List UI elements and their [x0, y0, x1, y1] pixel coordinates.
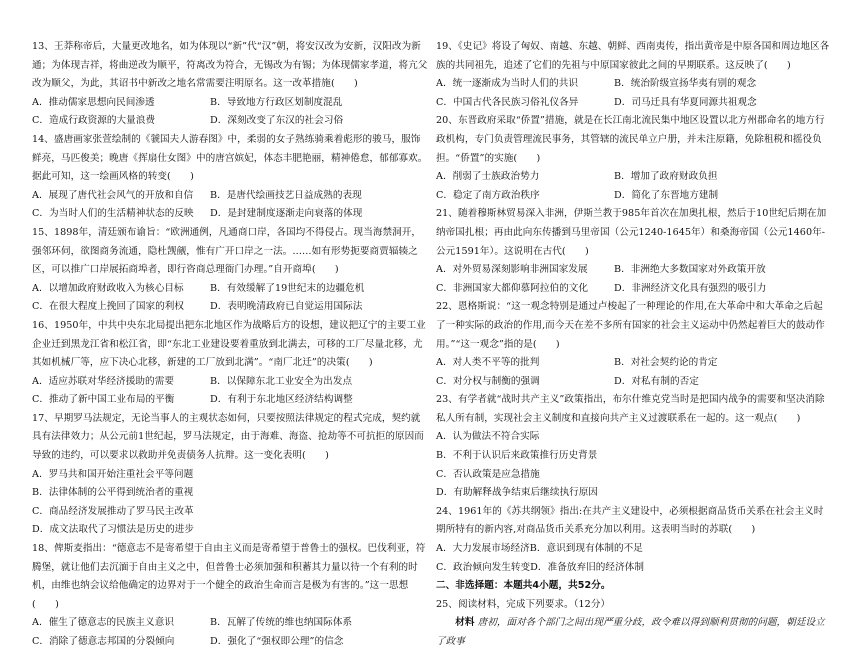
section-title: 二、非选择题：本题共4小题，共52分。 — [436, 580, 611, 592]
answer-options — [32, 373, 430, 410]
answer-option: D．强化了“强权即公理”的信念 — [210, 636, 344, 647]
answer-option: C．对分权与制衡的强调 — [436, 375, 540, 387]
answer-option: B．非洲绝大多数国家对外政策开放 — [614, 264, 766, 276]
answer-options — [436, 428, 832, 502]
answer-options — [436, 354, 832, 391]
answer-options — [436, 261, 832, 298]
question-stem: 21、随着穆斯林贸易深入非洲，伊斯兰教于985年首次在加奥扎根，然后于10世纪后期在加纳帝国扎根；再由此向东传播到马里帝国（公元1240-1645年）和桑海帝国（公元1460年-公元1591年）。这说明在古代( ) — [436, 208, 827, 257]
answer-option: B．对社会契约论的肯定 — [614, 357, 718, 369]
question-stem: 20、东晋政府采取“侨置”措施，就是在长江南北流民集中地区设置以北方州郡命名的地方行政机构，专门负责管理流民事务，其管辖的流民单立户册，并未注原籍，免除租税和摇役负担。“侨置”的实施( ) — [436, 115, 825, 164]
question — [32, 540, 430, 652]
answer-option: D．有助解释战争结束后继续执行原因 — [436, 487, 599, 499]
left-column — [32, 38, 430, 652]
answer-option: A．对人类不平等的批判 — [436, 357, 540, 369]
answer-option: A．罗马共和国开始注重社会平等问题 — [32, 468, 194, 480]
question-stem: 16、1950年，中共中央东北局提出把东北地区作为战略后方的设想，建议把辽宁的主要工业企业迁到黑龙江省和松江省，即“东北工业建设要着重放到北满去，可移的工厂尽量北移，尤其如机械厂等，应下决心北移，新建的工厂放到北满”。“南厂北迁”的决策( ) — [32, 319, 426, 369]
answer-option: C．非洲国家大都仰慕阿拉伯的文化 — [436, 282, 589, 294]
answer-option: B．有效缓解了19世纪末的边疆危机 — [210, 282, 365, 294]
answer-option: B．增加了政府财政负担 — [614, 171, 718, 183]
answer-option: D．是封建制度逐渐走向衰落的体现 — [210, 208, 363, 220]
answer-option: B．法律体制的公平得到统治者的重视 — [32, 487, 194, 499]
answer-option: B．以保障东北工业安全为出发点 — [210, 375, 353, 387]
answer-options — [436, 540, 832, 577]
answer-option: B．导致地方行政区划制度混乱 — [210, 96, 343, 108]
answer-option: C．消除了德意志邦国的分裂倾向 — [32, 636, 175, 647]
answer-option: C．造成行政资源的大量浪费 — [32, 115, 156, 127]
answer-option: D．成文法取代了习惯法是历史的进步 — [32, 524, 195, 536]
answer-option: D．深刻改变了东汉的社会习俗 — [210, 115, 344, 127]
question-stem: 19、《史记》将设了匈奴、南越、东越、朝鲜、西南夷传，指出黄帝是中原各国和周边地区各族的共同祖先，追述了它们的先祖与中原国家彼此之间的早期联系。这反映了( ) — [436, 41, 830, 71]
answer-option: C．否认政策是应急措施 — [436, 468, 540, 480]
question — [436, 112, 832, 205]
answer-option: C．推动了新中国工业布局的平衡 — [32, 394, 175, 406]
answer-option: A．削弱了士族政治势力 — [436, 171, 540, 183]
answer-option: A．认为做法不符合实际 — [436, 431, 540, 443]
question — [436, 38, 832, 112]
answer-option: D．对私有制的否定 — [614, 375, 699, 387]
question-stem: 17、早期罗马法规定，无论当事人的主观状态如何，只要按照法律规定的程式完成，契约就具有法律效力；从公元前1世纪起，罗马法规定，由于海难、海盗、抢劫等不可抗拒的原因而导致的违约，可以要求以救助并免责债务人抗辩。这一变化表明( ) — [32, 412, 424, 462]
answer-option: C．稳定了南方政治秩序 — [436, 189, 540, 201]
answer-option: D．有利于东北地区经济结构调整 — [210, 394, 353, 406]
answer-options — [436, 75, 832, 112]
answer-option: A．推动儒家思想向民间渗透 — [32, 96, 155, 108]
question — [32, 131, 430, 224]
question — [436, 503, 832, 577]
material-label: 材料 — [455, 617, 475, 629]
question — [32, 410, 430, 540]
question-stem: 13、王莽称帝后，大量更改地名，如为体现以“新”代“汉”朝，将安汉改为安新，汉阳改为新通；为体现吉祥，将曲逆改为顺平，符离改为符合，无锡改为有锡；为体现儒家孝道，将亢父改为顺父，为此，其诏书中新改之地名常需要注明原名。这一改革措施( ) — [32, 41, 428, 90]
question — [32, 224, 430, 317]
answer-option: C．中国古代各民族习俗礼仪各异 — [436, 96, 579, 108]
question-stem: 22、恩格斯说：“这一观念特别是通过卢梭起了一种理论的作用,在大革命中和大革命之后起了一种实际的政治的作用,而今天在差不多所有国家的社会主义运动中仍然起着巨大的鼓动作用。”“这一观念”指的是( ) — [436, 301, 825, 350]
answer-option: A．催生了德意志的民族主义意识 — [32, 617, 174, 629]
question — [436, 391, 832, 503]
question-stem: 14、盛唐画家张萱绘制的《虢国夫人游春图》中，柔弱的女子熟练骑乘着彪形的骏马，服饰鲜亮，马匹俊美；晚唐《挥扇仕女图》中的唐宫嫔妃，体态丰肥艳丽，精神倦怠，郁郁寡欢。据此可知，这一绘画风格的转变( ) — [32, 133, 428, 183]
question — [32, 317, 430, 410]
answer-option: A．适应苏联对华经济援助的需要 — [32, 375, 174, 387]
answer-option: D．表明晚清政府已自觉运用国际法 — [210, 301, 363, 313]
answer-option: D．司马迁具有华夏同源共祖观念 — [614, 96, 757, 108]
question — [436, 205, 832, 298]
answer-options — [32, 614, 430, 651]
question — [436, 298, 832, 391]
answer-options — [32, 280, 430, 317]
answer-option: A．统一逐渐成为当时人们的共识 — [436, 78, 578, 90]
answer-option: C．商品经济发展推动了罗马民主改革 — [32, 505, 194, 517]
answer-option: B．统治阶级宣扬华夷有别的观念 — [614, 78, 757, 90]
question-stem: 24、1961年的《苏共纲领》指出:在共产主义建设中，必须根据商品货币关系在社会主义时期所特有的新内容,对商品货币关系充分加以利用。这表明当时的苏联( ) — [436, 505, 824, 536]
answer-option: A．展现了唐代社会风气的开放和自信 — [32, 189, 194, 201]
answer-option: D．简化了东晋地方建制 — [614, 189, 719, 201]
answer-option: C．政治倾向发生转变D．准备放弃旧的经济体制 — [436, 561, 645, 573]
answer-options — [436, 168, 832, 205]
answer-option: C．为当时人们的生活精神状态的反映 — [32, 208, 194, 220]
answer-option: A．大力发展市场经济B．意识到现有体制的不足 — [436, 543, 643, 555]
right-column — [436, 38, 832, 652]
answer-option: B．是唐代绘画技艺日益成熟的表现 — [210, 189, 362, 201]
question-stem: 18、俾斯麦指出：“德意志不是寄希望于自由主义而是寄希望于普鲁士的强权。巴伐利亚，符腾堡，就让他们去沉湎于自由主义之中，但普鲁士必须加强和积蓄其力量以待一个有利的时机，由维也纳会议给他确定的边界对于一个健全的政治生命而言是极为有害的。”这一思想( ) — [32, 543, 426, 610]
material-text: 唐初，面对各个部门之间出现严重分歧，政令难以得到顺利贯彻的问题，朝廷设立了政事 — [436, 617, 825, 647]
question — [32, 38, 430, 131]
question-stem: 15、1898年，清廷颁布谕旨：“欧洲通例，凡通商口岸，各国均不得侵占。现当海禁洞开，强邻环伺，欲图商务流通，隐杜觊觎，惟有广开口岸之一法。……如有形势扼要商贾辐辏之区，可以推广口岸展拓商埠者，即行咨商总理衙门办理。”自开商埠( ) — [32, 226, 422, 276]
answer-options — [32, 187, 430, 224]
answer-option: B．瓦解了传统的维也纳国际体系 — [210, 617, 353, 629]
answer-option: A．以增加政府财政收入为核心目标 — [32, 282, 184, 294]
answer-options — [32, 94, 430, 131]
answer-option: D．非洲经济文化具有强烈的吸引力 — [614, 282, 767, 294]
answer-options — [32, 466, 430, 540]
question-stem: 23、有学者就“战时共产主义”政策指出，布尔什维克党当时是把国内战争的需要和坚决消除私人所有制，实现社会主义制度和直接向共产主义过渡联系在一起的。这一观点( ) — [436, 394, 825, 424]
answer-option: C．在很大程度上挽回了国家的利权 — [32, 301, 185, 313]
answer-option: B．不利于认识后来政策推行历史背景 — [436, 450, 598, 462]
answer-option: A．对外贸易深刻影响非洲国家发展 — [436, 264, 588, 276]
question-stem: 25、阅读材料，完成下列要求。（12分） — [436, 598, 611, 610]
material-text-block — [436, 614, 832, 651]
